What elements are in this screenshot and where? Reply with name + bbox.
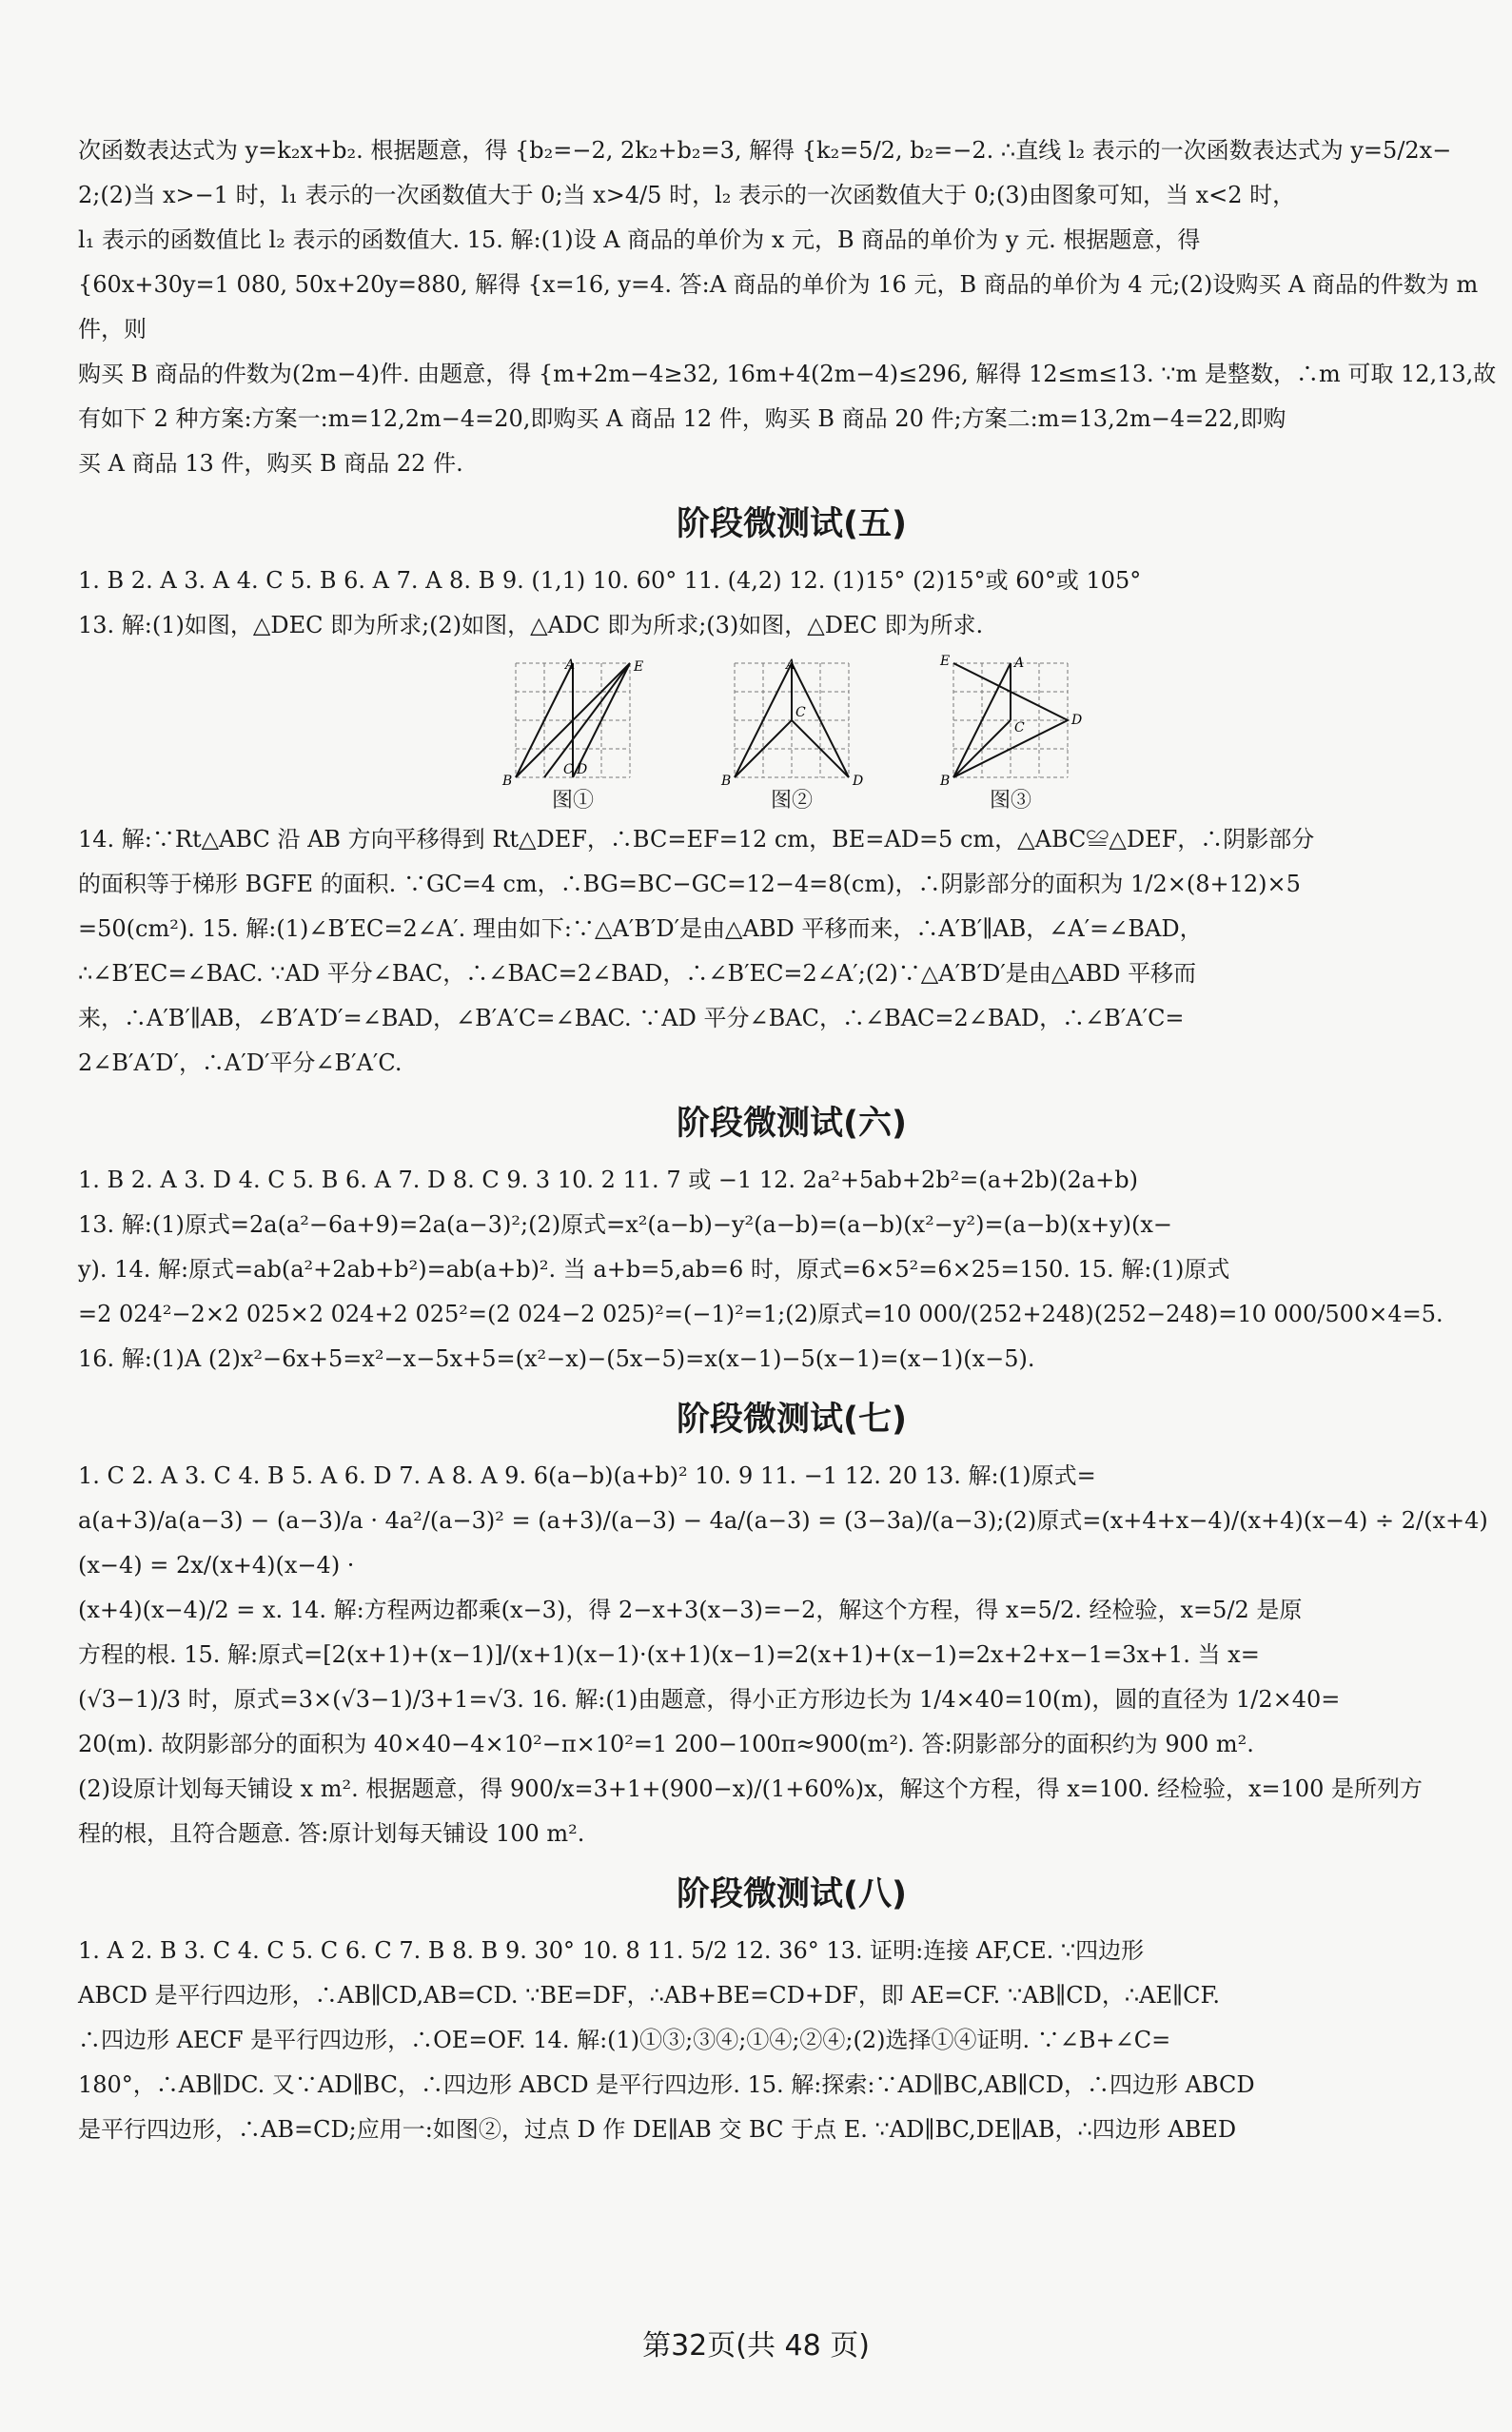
text-line: 13. 解:(1)如图，△DEC 即为所求;(2)如图，△ADC 即为所求;(3)如图，△DEC 即为所求. xyxy=(78,612,984,638)
label-c: C xyxy=(1014,720,1025,735)
text-line: 180°，∴AB∥DC. 又∵AD∥BC，∴四边形 ABCD 是平行四边形. 15. 解:探索:∵AD∥BC,AB∥CD，∴四边形 ABCD xyxy=(78,2071,1255,2098)
section-test-5 xyxy=(78,490,1505,1086)
figure-caption: 图② xyxy=(770,789,813,813)
text-line: a(a+3)/a(a−3) − (a−3)/a · 4a²/(a−3)² = (a+3)/(a−3) − 4a/(a−3) = (3−3a)/(a−3);(2)原式=(x+4+x−4)/(x+4)(x−4) ÷ 2/(x+4)(x−4) = 2x/(x+4)(x−4) · xyxy=(78,1507,1488,1579)
text-line: 次函数表达式为 y=k₂x+b₂. 根据题意，得 {b₂=−2, 2k₂+b₂=3, 解得 {k₂=5/2, b₂=−2. ∴直线 l₂ 表示的一次函数表达式为 y=5/2x− xyxy=(78,137,1452,164)
label-b: B xyxy=(502,774,513,787)
text-line: y). 14. 解:原式=ab(a²+2ab+b²)=ab(a+b)². 当 a+b=5,ab=6 时，原式=6×5²=6×25=150. 15. 解:(1)原式 xyxy=(78,1256,1230,1283)
text-line: 1. B 2. A 3. D 4. C 5. B 6. A 7. D 8. C 9. 3 10. 2 11. 7 或 −1 12. 2a²+5ab+2b²=(a+2b)(2a+b) xyxy=(78,1167,1138,1193)
text-line: ∴四边形 AECF 是平行四边形，∴OE=OF. 14. 解:(1)①③;③④;①④;②④;(2)选择①④证明. ∵∠B+∠C= xyxy=(78,2027,1171,2053)
text-line: 2∠B′A′D′，∴A′D′平分∠B′A′C. xyxy=(78,1049,403,1076)
section-title: 阶段微测试(六) xyxy=(677,1105,907,1143)
label-a: A xyxy=(565,657,576,673)
section-test-8 xyxy=(78,1860,1505,2152)
label-a: A xyxy=(1014,656,1025,671)
figure-row xyxy=(78,654,1505,815)
text-line: ABCD 是平行四边形，∴AB∥CD,AB=CD. ∵BE=DF，∴AB+BE=CD+DF，即 AE=CF. ∵AB∥CD，∴AE∥CF. xyxy=(78,1982,1220,2009)
text-line: 1. A 2. B 3. C 4. C 5. C 6. C 7. B 8. B 9. 30° 10. 8 11. 5/2 12. 36° 13. 证明:连接 AF,CE. ∵四边形 xyxy=(78,1937,1145,1964)
label-d: D xyxy=(1071,713,1083,728)
label-e: E xyxy=(634,659,644,675)
figure-3 xyxy=(934,654,1087,815)
figure-3-diagram xyxy=(934,654,1087,787)
section-test-6 xyxy=(78,1089,1505,1382)
page-number: 第32页(共 48 页) xyxy=(642,2329,870,2363)
text-line: (2)设原计划每天铺设 x m². 根据题意，得 900/x=3+1+(900−x)/(1+60%)x，解这个方程，得 x=100. 经检验，x=100 是所列方 xyxy=(78,1775,1424,1802)
text-line: 是平行四边形，∴AB=CD;应用一:如图②，过点 D 作 DE∥AB 交 BC 于点 E. ∵AD∥BC,DE∥AB，∴四边形 ABED xyxy=(78,2116,1237,2143)
label-b: B xyxy=(940,774,951,787)
figure-caption: 图③ xyxy=(989,789,1031,813)
continued-answers xyxy=(78,128,1505,486)
text-line: 买 A 商品 13 件，购买 B 商品 22 件. xyxy=(78,450,463,477)
text-line: 有如下 2 种方案:方案一:m=12,2m−4=20,即购买 A 商品 12 件，购买 B 商品 20 件;方案二:m=13,2m−4=22,即购 xyxy=(78,405,1286,432)
label-a: A xyxy=(786,657,796,673)
text-line: 16. 解:(1)A (2)x²−6x+5=x²−x−5x+5=(x²−x)−(5x−5)=x(x−1)−5(x−1)=(x−1)(x−5). xyxy=(78,1345,1035,1372)
text-line: 2;(2)当 x>−1 时，l₁ 表示的一次函数值大于 0;当 x>4/5 时，l₂ 表示的一次函数值大于 0;(3)由图象可知，当 x<2 时， xyxy=(78,182,1296,208)
section-title: 阶段微测试(五) xyxy=(677,505,907,543)
label-b: B xyxy=(721,774,732,787)
figure-1-diagram xyxy=(497,654,649,787)
text-line: =2 024²−2×2 025×2 024+2 025²=(2 024−2 025)²=(−1)²=1;(2)原式=10 000/(252+248)(252−248)=10 000/500×4=5. xyxy=(78,1301,1443,1327)
text-line: ∴∠B′EC=∠BAC. ∵AD 平分∠BAC，∴∠BAC=2∠BAD，∴∠B′EC=2∠A′;(2)∵△A′B′D′是由△ABD 平移而 xyxy=(78,960,1197,987)
page-content xyxy=(78,128,1505,2152)
section-test-7 xyxy=(78,1385,1505,1856)
text-line: 1. B 2. A 3. A 4. C 5. B 6. A 7. A 8. B 9. (1,1) 10. 60° 11. (4,2) 12. (1)15° (2)15°或 60°或 105° xyxy=(78,567,1142,594)
label-e: E xyxy=(940,654,951,669)
section-title: 阶段微测试(八) xyxy=(677,1875,907,1913)
figure-2 xyxy=(716,654,868,815)
label-d: D xyxy=(853,774,864,787)
text-line: l₁ 表示的函数值比 l₂ 表示的函数值大. 15. 解:(1)设 A 商品的单价为 x 元，B 商品的单价为 y 元. 根据题意，得 xyxy=(78,226,1201,253)
figure-1 xyxy=(497,654,649,815)
label-c: C xyxy=(795,705,806,720)
text-line: =50(cm²). 15. 解:(1)∠B′EC=2∠A′. 理由如下:∵△A′B′D′是由△ABD 平移而来，∴A′B′∥AB，∠A′=∠BAD， xyxy=(78,915,1203,942)
text-line: (√3−1)/3 时，原式=3×(√3−1)/3+1=√3. 16. 解:(1)由题意，得小正方形边长为 1/4×40=10(m)，圆的直径为 1/2×40= xyxy=(78,1686,1341,1713)
figure-caption: 图① xyxy=(551,789,594,813)
section-title: 阶段微测试(七) xyxy=(677,1401,907,1439)
label-c: C xyxy=(563,762,574,777)
figure-2-diagram xyxy=(716,654,868,787)
text-line: 来，∴A′B′∥AB，∠B′A′D′=∠BAD，∠B′A′C=∠BAC. ∵AD 平分∠BAC，∴∠BAC=2∠BAD，∴∠B′A′C= xyxy=(78,1005,1185,1031)
text-line: 14. 解:∵Rt△ABC 沿 AB 方向平移得到 Rt△DEF，∴BC=EF=12 cm，BE=AD=5 cm，△ABC≌△DEF，∴阴影部分 xyxy=(78,826,1315,853)
text-line: 购买 B 商品的件数为(2m−4)件. 由题意，得 {m+2m−4≥32, 16m+4(2m−4)≤296, 解得 12≤m≤13. ∵m 是整数，∴m 可取 12,13,故 xyxy=(78,361,1497,387)
text-line: 方程的根. 15. 解:原式=[2(x+1)+(x−1)]/(x+1)(x−1)·(x+1)(x−1)=2(x+1)+(x−1)=2x+2+x−1=3x+1. 当 x= xyxy=(78,1641,1260,1668)
text-line: 13. 解:(1)原式=2a(a²−6a+9)=2a(a−3)²;(2)原式=x²(a−b)−y²(a−b)=(a−b)(x²−y²)=(a−b)(x+y)(x− xyxy=(78,1211,1173,1238)
label-d: D xyxy=(577,762,588,777)
text-line: 20(m). 故阴影部分的面积为 40×40−4×10²−π×10²=1 200−100π≈900(m²). 答:阴影部分的面积约为 900 m². xyxy=(78,1731,1254,1757)
text-line: (x+4)(x−4)/2 = x. 14. 解:方程两边都乘(x−3)，得 2−x+3(x−3)=−2，解这个方程，得 x=5/2. 经检验，x=5/2 是原 xyxy=(78,1597,1303,1623)
text-line: {60x+30y=1 080, 50x+20y=880, 解得 {x=16, y=4. 答:A 商品的单价为 16 元，B 商品的单价为 4 元;(2)设购买 A 商品的件数为 m 件，则 xyxy=(78,271,1479,343)
text-line: 的面积等于梯形 BGFE 的面积. ∵GC=4 cm，∴BG=BC−GC=12−4=8(cm)，∴阴影部分的面积为 1/2×(8+12)×5 xyxy=(78,871,1301,897)
text-line: 程的根，且符合题意. 答:原计划每天铺设 100 m². xyxy=(78,1820,585,1847)
text-line: 1. C 2. A 3. C 4. B 5. A 6. D 7. A 8. A 9. 6(a−b)(a+b)² 10. 9 11. −1 12. 20 13. 解:(1)原式= xyxy=(78,1462,1096,1489)
